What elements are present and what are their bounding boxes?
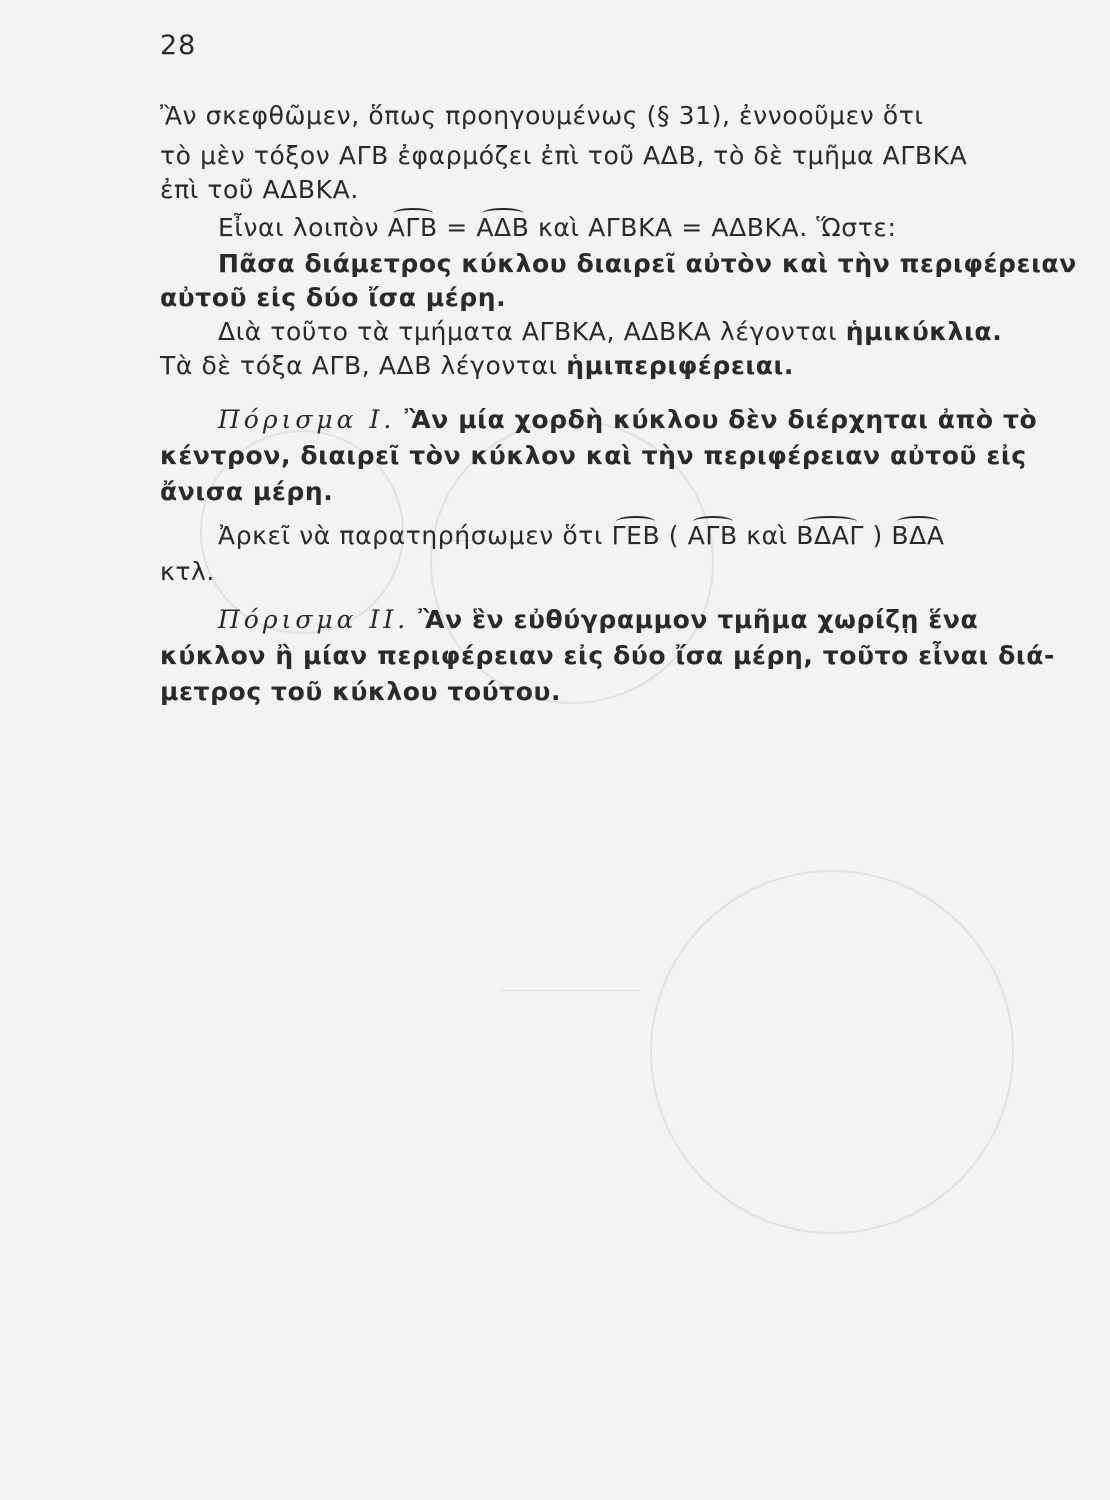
page-number: 28 [160,30,197,61]
theorem-line-2 [160,282,506,314]
arc-bda: ΒΔΑ [891,521,945,550]
paren-open: ( [660,521,688,550]
arc-adb: ΑΔΒ [476,213,530,242]
paren-close: ) [863,521,892,550]
corollary-2-line-1 [218,604,978,636]
arc-bdag: ΒΔΑΓ [796,521,864,550]
corollary-1-text-1: Ἂν μία χορδὴ κύκλου δὲν διέρχηται ἀπὸ τὸ [395,405,1038,434]
paragraph-line-3 [160,174,359,206]
paragraph-line-2 [160,140,967,172]
ghost-rule [500,990,640,991]
line-1-text: Ἂν σκεφθῶμεν, ὅπως προηγουμένως (§ 31), ἐννοοῦμεν ὅτι [160,101,924,130]
arc-geb: ΓΕΒ [611,521,661,550]
corollary-1-line-1 [218,404,1037,436]
proof-etc: κτλ. [160,557,215,586]
semicircles-text: Διὰ τοῦτο τὰ τμήματα ΑΓΒΚΑ, ΑΔΒΚΑ λέγονται [218,317,846,346]
corollary-2-text-2: κύκλον ἢ μίαν περιφέρειαν εἰς δύο ἴσα μέρη, τοῦτο εἶναι διά- [160,641,1055,670]
corollary-2-text-1: Ἂν ἓν εὐθύγραμμον τμῆμα χωρίζῃ ἕνα [409,605,979,634]
theorem-line-1 [218,248,1077,280]
line-3-text: ἐπὶ τοῦ ΑΔΒΚΑ. [160,175,359,204]
equality-intro: Εἶναι λοιπὸν [218,213,388,242]
arc-agb-2: ΑΓΒ [687,521,738,550]
corollary-1-text-3: ἄνισα μέρη. [160,477,334,506]
corollary-1-line-3 [160,476,333,508]
ghost-circle-large [650,870,1014,1234]
equality-rest: καὶ ΑΓΒΚΑ = ΑΔΒΚΑ. Ὥστε: [529,213,897,242]
arc-agb: ΑΓΒ [387,213,438,242]
semiperiphery-text: Τὰ δὲ τόξα ΑΓΒ, ΑΔΒ λέγονται [160,351,567,380]
semiperiphery-line [160,350,794,382]
corollary-1-line-2 [160,440,1027,472]
term-hemicycles: ἡμικύκλια. [845,317,1003,346]
proof-line-1 [218,520,945,552]
corollary-2-heading: Πόρισμα II. [218,605,410,634]
line-2-text: τὸ μὲν τόξον ΑΓΒ ἐφαρμόζει ἐπὶ τοῦ ΑΔΒ, τὸ δὲ τμῆμα ΑΓΒΚΑ [160,141,968,170]
equals-sign: = [437,213,477,242]
term-semiperipheries: ἡμιπεριφέρειαι. [566,351,794,380]
semicircles-line [218,316,1002,348]
corollary-1-text-2: κέντρον, διαιρεῖ τὸν κύκλον καὶ τὴν περιφέρειαν αὐτοῦ εἰς [160,441,1027,470]
proof-line-2 [160,556,215,588]
conj-and: καὶ [737,521,797,550]
corollary-2-line-3 [160,676,561,708]
corollary-1-heading: Πόρισμα I. [218,405,396,434]
theorem-text-1: Πᾶσα διάμετρος κύκλου διαιρεῖ αὐτὸν καὶ τὴν περιφέρειαν [218,249,1077,278]
equality-line [218,212,896,244]
corollary-2-line-2 [160,640,1055,672]
proof-intro: Ἀρκεῖ νὰ παρατηρήσωμεν ὅτι [218,521,612,550]
paragraph-line-1 [160,100,1010,132]
theorem-text-2: αὐτοῦ εἰς δύο ἴσα μέρη. [160,283,507,312]
corollary-2-text-3: μετρος τοῦ κύκλου τούτου. [160,677,562,706]
